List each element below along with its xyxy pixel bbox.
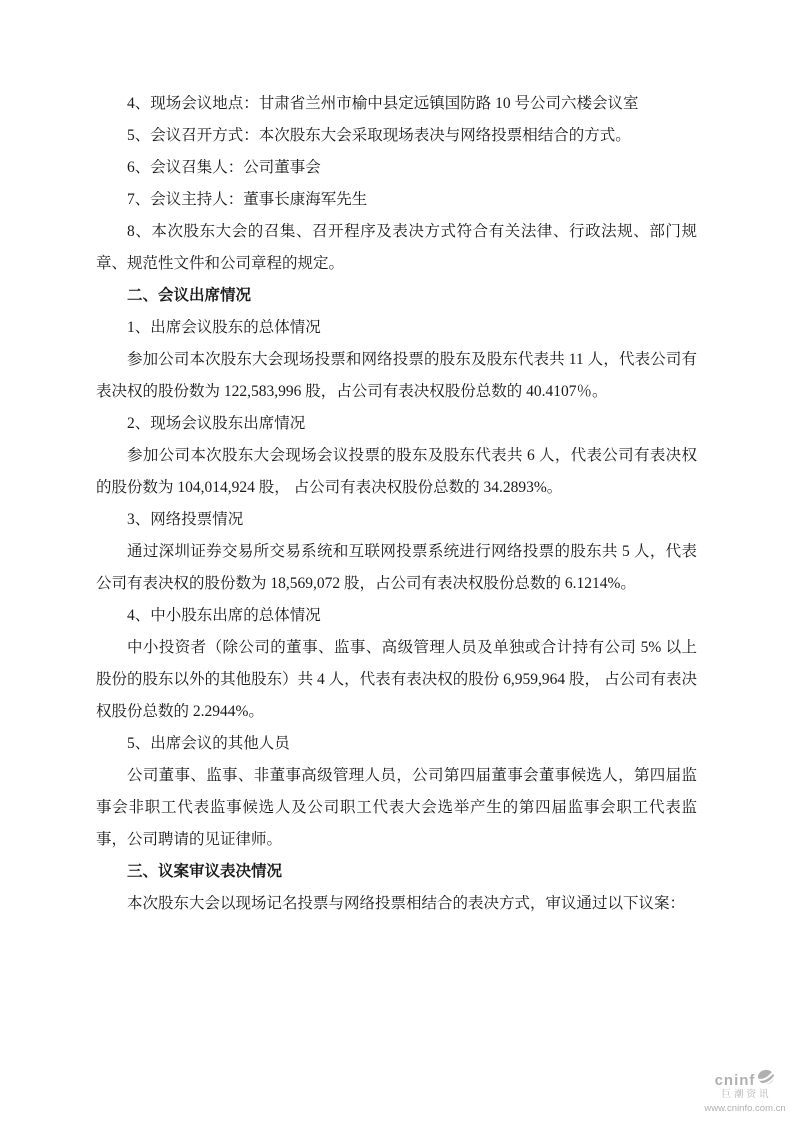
paragraph-other-attendees-detail: 公司董事、监事、非董事高级管理人员，公司第四届董事会董事候选人，第四届监事会非职工代表监事候选人及公司职工代表大会选举产生的第四届监事会职工代表监事，公司聘请的见证律师。 [96,767,697,848]
section-heading-proposals: 三、议案审议表决情况 [127,863,283,880]
cninfo-logo-text: cninf [714,1072,756,1089]
document-content [96,88,697,920]
paragraph-online-voting-title: 3、网络投票情况 [127,511,244,528]
paragraph-other-attendees-title: 5、出席会议的其他人员 [127,735,290,752]
paragraph-voting-method: 本次股东大会以现场记名投票与网络投票相结合的表决方式，审议通过以下议案： [127,895,686,912]
cninfo-logo-row [715,1072,776,1089]
paragraph-online-voting-detail: 通过深圳证券交易所交易系统和互联网投票系统进行网络投票的股东共 5 人，代表公司有表决权的股份数为 18,569,072 股，占公司有表决权股份总数的 6.1214%。 [96,543,697,592]
paragraph-meeting-convener: 6、会议召集人：公司董事会 [127,159,321,176]
cninfo-url: www.cninfo.com.cn [704,1102,786,1114]
paragraph-meeting-legality: 8、本次股东大会的召集、召开程序及表决方式符合有关法律、行政法规、部门规章、规范性文件和公司章程的规定。 [96,223,697,272]
cninfo-watermark [702,1072,788,1113]
paragraph-meeting-host: 7、会议主持人：董事长康海军先生 [127,191,368,208]
paragraph-meeting-method: 5、会议召开方式：本次股东大会采取现场表决与网络投票相结合的方式。 [127,127,631,144]
paragraph-onsite-attendance-title: 2、现场会议股东出席情况 [127,415,306,432]
paragraph-meeting-location: 4、现场会议地点：甘肃省兰州市榆中县定远镇国防路 10 号公司六楼会议室 [127,95,639,112]
cninfo-subtitle: 巨潮资讯 [721,1090,772,1100]
paragraph-onsite-attendance-detail: 参加公司本次股东大会现场会议投票的股东及股东代表共 6 人，代表公司有表决权的股份数为 104,014,924 股， 占公司有表决权股份总数的 34.2893%。 [96,447,697,496]
paragraph-overall-attendance-title: 1、出席会议股东的总体情况 [127,319,321,336]
section-heading-attendance: 二、会议出席情况 [127,287,252,304]
paragraph-minority-shareholders-detail: 中小投资者（除公司的董事、监事、高级管理人员及单独或合计持有公司 5% 以上股份的股东以外的其他股东）共 4 人，代表有表决权的股份 6,959,964 股， 占公司有表决权股份总数的 2.2944%。 [96,639,697,720]
paragraph-overall-attendance-detail: 参加公司本次股东大会现场投票和网络投票的股东及股东代表共 11 人，代表公司有表决权的股份数为 122,583,996 股，占公司有表决权股份总数的 40.4107％。 [96,351,697,400]
cninfo-swirl-icon [757,1069,775,1089]
paragraph-minority-shareholders-title: 4、中小股东出席的总体情况 [127,607,321,624]
